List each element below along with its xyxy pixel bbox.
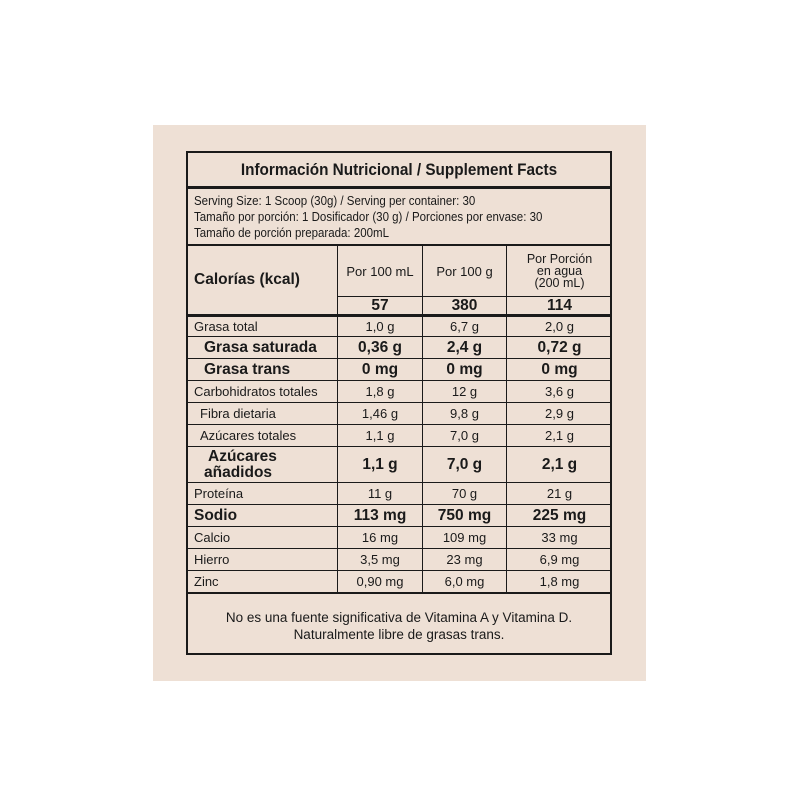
table-bottom-rule bbox=[188, 592, 610, 594]
row-value: 6,0 mg bbox=[444, 574, 485, 589]
row-label: Fibra dietaria bbox=[200, 406, 276, 421]
row-label: Grasa total bbox=[194, 319, 258, 334]
calories-label: Calorías (kcal) bbox=[194, 271, 300, 288]
row-value: 0 mg bbox=[361, 360, 399, 378]
calories-value: 114 bbox=[546, 296, 572, 314]
row-value: 1,8 g bbox=[365, 384, 395, 399]
label-footer bbox=[188, 609, 610, 643]
column-header-per-serving bbox=[507, 246, 612, 296]
row-label: Carbohidratos totales bbox=[194, 384, 318, 399]
column-header-per-100ml: Por 100 mL bbox=[346, 263, 414, 279]
row-value: 33 mg bbox=[541, 530, 578, 545]
row-label: Hierro bbox=[194, 552, 230, 567]
row-label: Calcio bbox=[194, 530, 231, 545]
row-label-line-2: añadidos bbox=[204, 463, 273, 481]
row-value: 0,72 g bbox=[537, 338, 582, 356]
row-value: 70 g bbox=[451, 486, 478, 501]
serving-line-3: Tamaño de porción preparada: 200mL bbox=[194, 226, 389, 240]
row-value: 750 mg bbox=[437, 506, 492, 524]
row-value: 1,1 g bbox=[365, 428, 395, 443]
row-value: 113 mg bbox=[353, 506, 407, 524]
serving-line-1: Serving Size: 1 Scoop (30g) / Serving per container: 30 bbox=[194, 194, 476, 208]
row-label: Grasa saturada bbox=[204, 338, 317, 356]
row-value: 1,1 g bbox=[362, 455, 398, 473]
row-value: 16 mg bbox=[361, 530, 399, 545]
label-title: Información Nutricional / Supplement Facts bbox=[240, 159, 558, 179]
row-label: Azúcares totales bbox=[200, 428, 297, 443]
row-label: Grasa trans bbox=[204, 360, 291, 378]
row-value: 21 g bbox=[546, 486, 573, 501]
column-header-per-100g: Por 100 g bbox=[436, 263, 493, 279]
row-value: 0,90 mg bbox=[356, 574, 404, 589]
footer-line-2: Naturalmente libre de grasas trans. bbox=[293, 627, 505, 642]
row-label-line-1: Azúcares bbox=[208, 447, 277, 465]
row-value: 0 mg bbox=[446, 360, 483, 378]
row-value: 2,1 g bbox=[541, 455, 578, 473]
row-value: 2,0 g bbox=[545, 319, 574, 334]
serving-line-2: Tamaño por porción: 1 Dosificador (30 g) / Porciones por envase: 30 bbox=[194, 210, 543, 224]
col3-line-1: Por Porción bbox=[526, 252, 593, 266]
row-label: Sodio bbox=[194, 506, 238, 524]
serving-info bbox=[194, 193, 580, 241]
row-value: 1,0 g bbox=[365, 319, 395, 334]
row-value: 2,4 g bbox=[446, 338, 483, 356]
title-rule bbox=[188, 186, 610, 189]
row-value: 23 mg bbox=[446, 552, 483, 567]
col3-line-3: (200 mL) bbox=[534, 276, 585, 290]
row-value: 2,1 g bbox=[545, 428, 574, 443]
row-value: 11 g bbox=[367, 486, 393, 501]
row-value: 0,36 g bbox=[358, 338, 402, 356]
row-value: 225 mg bbox=[532, 506, 587, 524]
row-value: 6,7 g bbox=[450, 319, 479, 334]
row-value: 2,9 g bbox=[545, 406, 574, 421]
row-value: 1,8 mg bbox=[539, 574, 580, 589]
row-value: 109 mg bbox=[442, 530, 487, 545]
footer-line-1: No es una fuente significativa de Vitamina A y Vitamina D. bbox=[225, 610, 573, 625]
row-value: 7,0 g bbox=[450, 428, 479, 443]
calories-value: 57 bbox=[371, 296, 389, 314]
row-value: 9,8 g bbox=[450, 406, 479, 421]
calories-value: 380 bbox=[451, 296, 478, 314]
row-label: Proteína bbox=[194, 486, 244, 501]
row-value: 3,5 mg bbox=[360, 552, 400, 567]
row-value: 12 g bbox=[451, 384, 478, 399]
row-value: 0 mg bbox=[541, 360, 578, 378]
row-label: Zinc bbox=[194, 574, 219, 589]
row-value: 6,9 mg bbox=[539, 552, 580, 567]
nutrition-facts-label bbox=[186, 151, 612, 655]
row-value: 7,0 g bbox=[446, 455, 483, 473]
row-label bbox=[204, 447, 277, 482]
row-value: 3,6 g bbox=[545, 384, 574, 399]
col3-line-2: en agua bbox=[536, 264, 583, 278]
row-value: 1,46 g bbox=[361, 406, 399, 421]
